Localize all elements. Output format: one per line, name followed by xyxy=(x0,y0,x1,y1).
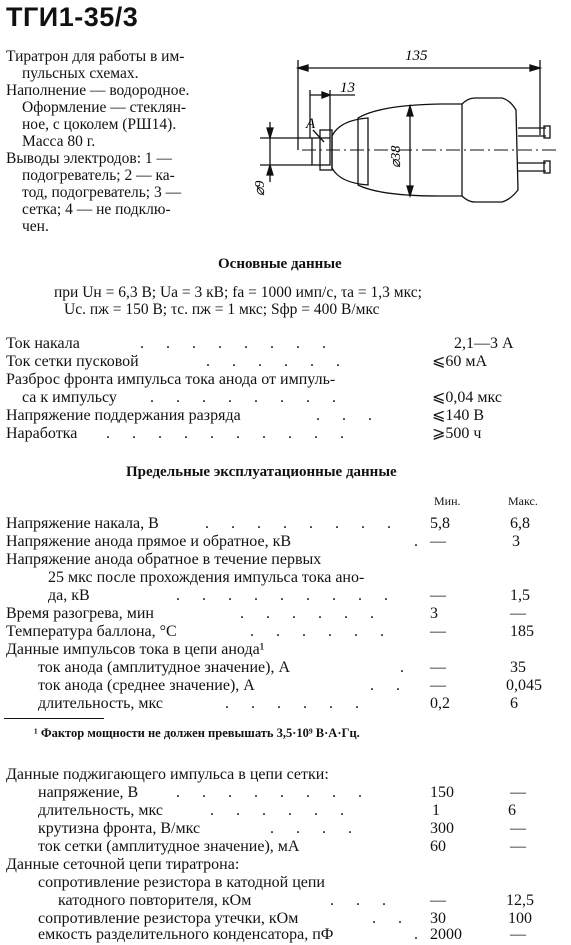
limits-row-label: Напряжение анода обратное в течение первых xyxy=(6,551,322,568)
limits-row-max: 1,5 xyxy=(510,587,530,604)
grid-row-max: — xyxy=(510,838,526,855)
limits-row-dots: . xyxy=(414,533,427,550)
limits-row-max: 0,045 xyxy=(506,677,542,694)
limits-row-min: 3 xyxy=(430,605,438,622)
description-line: Тиратрон для работы в им- xyxy=(6,48,185,65)
limits-row-label: да, кВ xyxy=(48,587,90,604)
limits-row-min: — xyxy=(430,623,446,640)
grid-row-dots: . . . . xyxy=(270,820,361,837)
grid-row-max: 100 xyxy=(508,910,532,927)
description-line: сетка; 4 — не подклю- xyxy=(22,201,171,218)
grid-row-label: крутизна фронта, В/мкс xyxy=(38,820,201,837)
limits-row-dots: . . . . . . xyxy=(240,605,383,622)
grid-row-max: 6 xyxy=(508,802,516,819)
grid-row-label: сопротивление резистора утечки, кОм xyxy=(38,910,299,927)
grid-row-min: 2000 xyxy=(430,926,462,943)
dim-base-diameter-label: ⌀9 xyxy=(253,180,268,196)
conditions-line-1: при Uн = 6,3 В; Uа = 3 кВ; fа = 1000 имп/с, τа = 1,3 мкс; xyxy=(54,284,422,301)
limits-row-dots: . . xyxy=(370,677,409,694)
limits-row-label: Напряжение накала, В xyxy=(6,515,159,532)
grid-row-dots: . . . . . . . . xyxy=(176,784,371,801)
grid-row-min: — xyxy=(430,892,446,909)
grid-row-label: емкость разделительного конденсатора, пФ xyxy=(38,926,334,943)
grid-row-max: — xyxy=(510,820,526,837)
limits-row-max: 185 xyxy=(510,623,534,640)
grid-row-label: Данные сеточной цепи тиратрона: xyxy=(6,856,240,873)
limits-row-max: 6 xyxy=(510,695,518,712)
grid-row-min: 30 xyxy=(430,910,446,927)
main-data-heading: Основные данные xyxy=(218,256,342,272)
main-row-label: са к импульсу xyxy=(22,389,117,406)
grid-row-dots: . . xyxy=(372,910,411,927)
description-line: чен. xyxy=(22,218,49,235)
limits-row-dots: . . . . . . xyxy=(225,695,368,712)
limits-row-min: — xyxy=(430,587,446,604)
main-row-label: Ток накала xyxy=(6,335,80,352)
conditions-line-2: Uс. пж = 150 В; τс. пж = 1 мкс; Sфр = 400 В/мкс xyxy=(64,301,380,318)
description-line: пульсных схемах. xyxy=(22,65,139,82)
limits-row-min: 0,2 xyxy=(430,695,450,712)
grid-row-label: Данные поджигающего импульса в цепи сетки: xyxy=(6,766,329,783)
description-line: Масса 80 г. xyxy=(22,133,96,150)
main-row-dots: . . . . . . . . xyxy=(150,389,345,406)
description-line: Выводы электродов: 1 — xyxy=(6,150,173,167)
limits-row-max: 6,8 xyxy=(510,515,530,532)
grid-row-dots: . . . xyxy=(330,892,395,909)
grid-row-dots: . . . . . . xyxy=(210,802,353,819)
grid-row-min: 1 xyxy=(432,802,440,819)
limits-row-dots: . . . . . . . . xyxy=(205,515,400,532)
description-line: ное, с цоколем (РШ14). xyxy=(22,116,177,133)
limits-row-min: — xyxy=(430,659,446,676)
main-row-value: ⩽0,04 мкс xyxy=(432,389,503,406)
dim-length-label: 135 xyxy=(405,48,428,64)
grid-row-min: 150 xyxy=(430,784,454,801)
main-row-label: Ток сетки пусковой xyxy=(6,353,139,370)
limits-row-label: Напряжение анода прямое и обратное, кВ xyxy=(6,533,292,550)
grid-row-label: ток сетки (амплитудное значение), мА xyxy=(38,838,300,855)
grid-row-label: сопротивление резистора в катодной цепи xyxy=(38,874,325,891)
grid-row-label: напряжение, В xyxy=(38,784,139,801)
main-row-dots: . . . . . . xyxy=(206,353,349,370)
grid-row-label: длительность, мкс xyxy=(38,802,164,819)
limits-row-label: Температура баллона, °С xyxy=(6,623,177,640)
limits-row-label: ток анода (среднее значение), А xyxy=(38,677,255,694)
grid-row-min: 300 xyxy=(430,820,454,837)
description-line: Наполнение — водородное. xyxy=(6,82,190,99)
limits-row-max: 3 xyxy=(512,533,520,550)
description-line: тод, подогреватель; 3 — xyxy=(22,184,182,201)
footnote: ¹ Фактор мощности не должен превышать 3,5·10⁹ В·А·Гц. xyxy=(34,726,360,740)
limits-heading: Предельные эксплуатационные данные xyxy=(126,464,397,480)
description-line: Оформление — стеклян- xyxy=(22,99,187,116)
limits-row-dots: . . . . . . xyxy=(250,623,393,640)
limits-row-min: 5,8 xyxy=(430,515,450,532)
main-row-label: Напряжение поддержания разряда xyxy=(6,407,241,424)
limits-row-label: длительность, мкс xyxy=(38,695,164,712)
tube-drawing xyxy=(240,40,570,230)
main-row-value: ⩽60 мА xyxy=(432,353,488,370)
col-min-header: Мин. xyxy=(434,494,461,508)
limits-row-dots: . . . . . . . . . xyxy=(176,587,397,604)
grid-row-min: 60 xyxy=(430,838,446,855)
description-line: подогреватель; 2 — ка- xyxy=(22,167,175,184)
limits-row-label: Время разогрева, мин xyxy=(6,605,154,622)
limits-row-dots: . xyxy=(400,659,413,676)
grid-row-dots: . xyxy=(414,926,427,943)
limits-row-min: — xyxy=(430,677,446,694)
dim-diameter-label: ⌀38 xyxy=(389,145,404,168)
page-title: ТГИ1-35/3 xyxy=(6,2,139,32)
grid-row-max: 12,5 xyxy=(506,892,534,909)
main-row-dots: . . . xyxy=(316,407,381,424)
limits-row-min: — xyxy=(430,533,446,550)
grid-row-max: — xyxy=(510,926,526,943)
dim-base-label: 13 xyxy=(340,80,355,96)
main-row-dots: . . . . . . . . xyxy=(140,335,335,352)
main-row-value: 2,1—3 А xyxy=(454,335,514,352)
limits-row-label: Данные импульсов тока в цепи анода¹ xyxy=(6,641,265,658)
limits-row-max: 35 xyxy=(510,659,526,676)
label-a: А xyxy=(306,116,316,132)
limits-row-label: ток анода (амплитудное значение), А xyxy=(38,659,291,676)
limits-row-max: — xyxy=(510,605,526,622)
col-max-header: Макс. xyxy=(508,494,538,508)
main-row-value: ⩾500 ч xyxy=(432,425,482,442)
limits-row-label: 25 мкс после прохождения импульса тока ано- xyxy=(48,569,365,586)
grid-row-label: катодного повторителя, кОм xyxy=(58,892,252,909)
main-row-dots: . . . . . . . . . . xyxy=(106,425,353,442)
footnote-rule xyxy=(4,718,104,719)
grid-row-max: — xyxy=(510,784,526,801)
main-row-label: Наработка xyxy=(6,425,78,442)
main-row-label: Разброс фронта импульса тока анода от импуль- xyxy=(6,371,336,388)
main-row-value: ⩽140 В xyxy=(432,407,485,424)
